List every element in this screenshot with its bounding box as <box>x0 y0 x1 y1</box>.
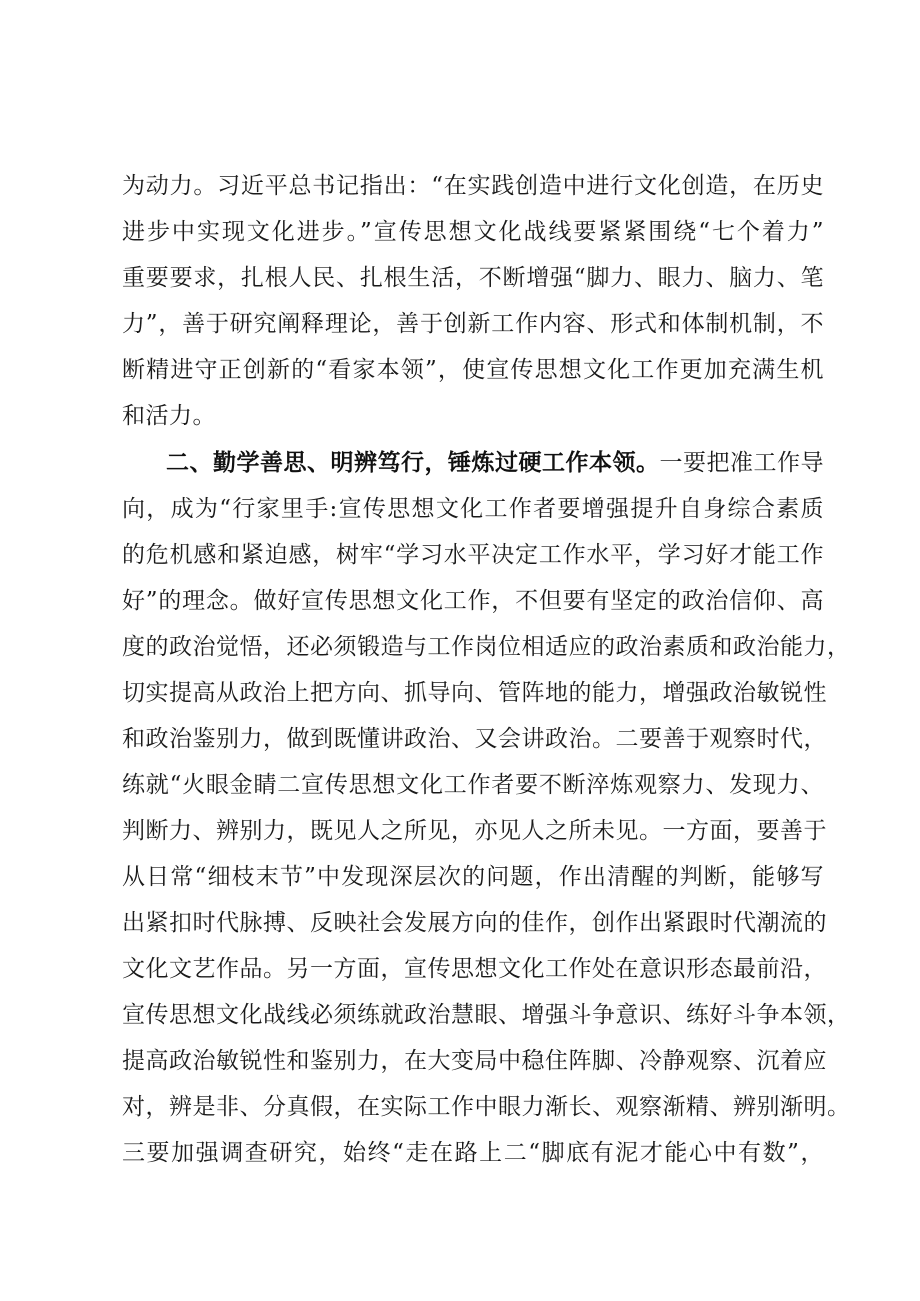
paragraph1-line-5: 断精进守正创新的“看家本领”，使宣传思想文化工作更加充满生机 <box>122 357 824 383</box>
paragraph2-line-2: 的危机感和紧迫感，树牢“学习水平决定工作水平，学习好才能工作 <box>122 542 824 568</box>
paragraph2-line-7: 练就“火眼金睛二宣传思想文化工作者要不断淬炼观察力、发现力、 <box>122 772 824 798</box>
paragraph1-line-1: 为动力。习近平总书记指出：“在实践创造中进行文化创造，在历史 <box>122 173 824 199</box>
paragraph2-line-12: 宣传思想文化战线必须练就政治慧眼、增强斗争意识、练好斗争本领， <box>122 1002 851 1028</box>
paragraph2-first-line-rest: 一要把准工作导 <box>659 450 824 476</box>
paragraph2-line-8: 判断力、辨别力，既见人之所见，亦见人之所未见。一方面，要善于 <box>122 818 827 844</box>
paragraph2-line-11: 文化文艺作品。另一方面，宣传思想文化工作处在意识形态最前沿， <box>122 956 827 982</box>
paragraph2-line-10: 出紧扣时代脉搏、反映社会发展方向的佳作，创作出紧跟时代潮流的 <box>122 910 827 936</box>
paragraph2-line-1: 向，成为“行家里手:宣传思想文化工作者要增强提升自身综合素质 <box>122 496 824 522</box>
section-heading: 二、勤学善思、明辨笃行，锤炼过硬工作本领。 <box>166 450 660 476</box>
paragraph2-line-4: 度的政治觉悟，还必须锻造与工作岗位相适应的政治素质和政治能力， <box>122 634 851 660</box>
paragraph2-first-line <box>166 449 824 477</box>
paragraph2-line-9: 从日常“细枝末节”中发现深层次的问题，作出清醒的判断，能够写 <box>122 864 824 890</box>
paragraph2-line-3: 好”的理念。做好宣传思想文化工作，不但要有坚定的政治信仰、高 <box>122 588 824 614</box>
paragraph1-line-4: 力”，善于研究阐释理论，善于创新工作内容、形式和体制机制，不 <box>122 311 824 337</box>
paragraph2-line-6: 和政治鉴别力，做到既懂讲政治、又会讲政治。二要善于观察时代， <box>122 726 827 752</box>
paragraph2-line-14: 对，辨是非、分真假，在实际工作中眼力渐长、观察渐精、辨别渐明。 <box>122 1094 851 1120</box>
paragraph1-line-2: 进步中实现文化进步。”宣传思想文化战线要紧紧围绕“七个着力” <box>122 219 824 245</box>
paragraph2-line-5: 切实提高从政治上把方向、抓导向、管阵地的能力，增强政治敏锐性 <box>122 680 827 706</box>
paragraph1-line-3: 重要要求，扎根人民、扎根生活，不断增强“脚力、眼力、脑力、笔 <box>122 265 824 291</box>
paragraph1-line-6: 和活力。 <box>122 403 216 429</box>
paragraph2-line-15: 三要加强调查研究，始终“走在路上二“脚底有泥才能心中有数”， <box>122 1140 824 1166</box>
paragraph2-line-13: 提高政治敏锐性和鉴别力，在大变局中稳住阵脚、冷静观察、沉着应 <box>122 1048 827 1074</box>
